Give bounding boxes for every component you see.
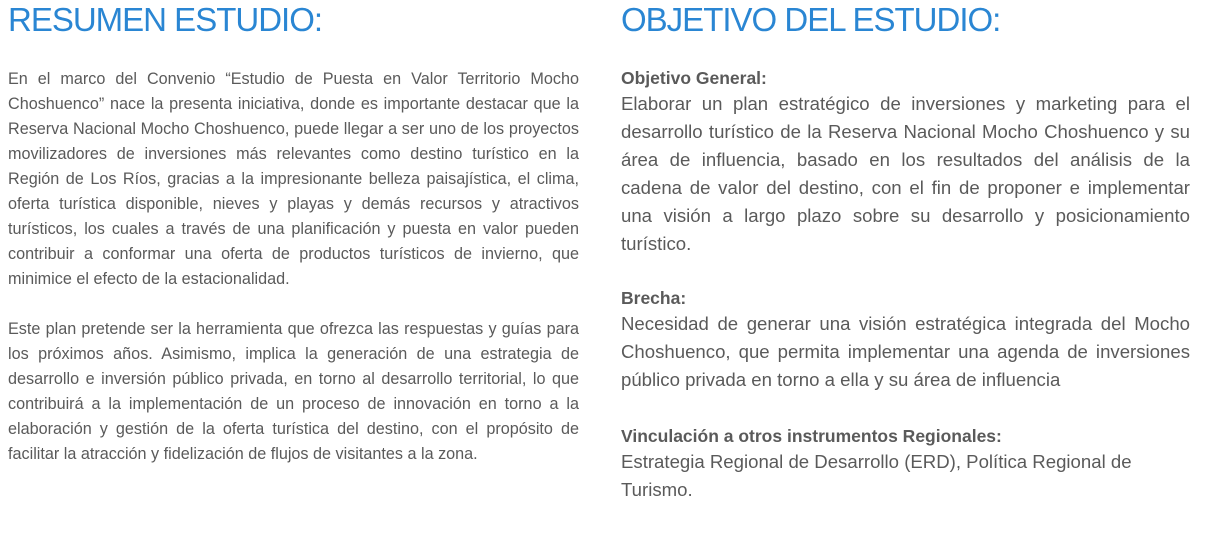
resumen-heading: RESUMEN ESTUDIO: bbox=[8, 1, 323, 38]
objetivo-heading: OBJETIVO DEL ESTUDIO: bbox=[621, 1, 1001, 38]
brecha-text: Necesidad de generar una visión estratégica integrada del Mocho Choshuenco, que permita implementar una agenda de inversiones público privada en torno a ella y su área de influencia bbox=[621, 313, 1190, 390]
vinculacion-title: Vinculación a otros instrumentos Regionales: bbox=[621, 426, 1002, 446]
brecha-section bbox=[621, 286, 1190, 394]
objetivo-general-text: Elaborar un plan estratégico de inversiones y marketing para el desarrollo turístico de la Reserva Nacional Mocho Choshuenco y su área de influencia, basado en los resultados del análisis de la cadena de valor del destino, con el fin de proponer e implementar una visión a largo plazo sobre su desarrollo y posicionamiento turístico. bbox=[621, 93, 1190, 254]
brecha-title: Brecha: bbox=[621, 288, 687, 308]
objetivo-general-section bbox=[621, 66, 1190, 258]
vinculacion-text: Estrategia Regional de Desarrollo (ERD), Política Regional de Turismo. bbox=[621, 451, 1132, 500]
resumen-paragraph-2: Este plan pretende ser la herramienta que ofrezca las respuestas y guías para los próximos años. Asimismo, implica la generación de una estrategia de desarrollo e inversión público privada, en torno al desarrollo territorial, lo que contribuirá a la implementación de un proceso de innovación en torno a la elaboración y gestión de la oferta turística del destino, con el propósito de facilitar la atracción y fidelización de flujos de visitantes a la zona. bbox=[8, 320, 579, 463]
vinculacion-section bbox=[621, 424, 1190, 504]
resumen-paragraph-1: En el marco del Convenio “Estudio de Puesta en Valor Territorio Mocho Choshuenco” nace la presenta iniciativa, donde es importante destacar que la Reserva Nacional Mocho Choshuenco, puede llegar a ser uno de los proyectos movilizadores de inversiones más relevantes como destino turístico en la Región de Los Ríos, gracias a la impresionante belleza paisajística, el clima, oferta turística disponible, nieves y playas y demás recursos y atractivos turísticos, los cuales a través de una planificación y puesta en valor pueden contribuir a conformar una oferta de productos turísticos de invierno, que minimice el efecto de la estacionalidad. bbox=[8, 70, 579, 288]
objetivo-column bbox=[621, 0, 1190, 504]
resumen-column bbox=[8, 0, 579, 467]
objetivo-general-title: Objetivo General: bbox=[621, 68, 767, 88]
